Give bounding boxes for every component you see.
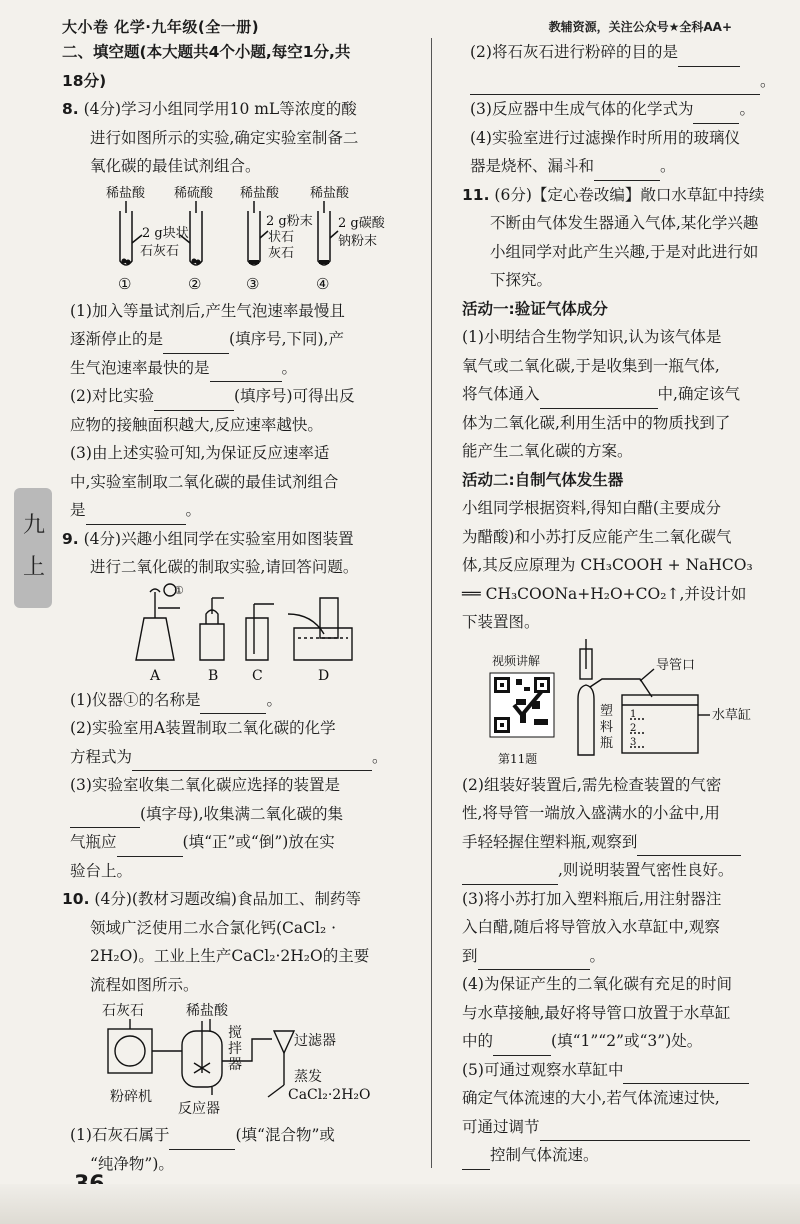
position-3-label: 3 [630,736,637,748]
q11-p5-line2: 确定气体流速的大小,若气体流速过快, [462,1089,720,1107]
bottle-c [246,618,268,660]
q11-p2-text2: ,则说明装置气密性良好。 [558,861,734,879]
q9-part2-text: 方程式为 [70,747,133,766]
reagent-label-1: 2 g块状 [142,225,189,241]
q8-part3-line1: (3)由上述实验可知,为保证反应速率适 [70,444,330,462]
q9-answer-orientation[interactable] [117,838,183,857]
side-tab-char-2: 上 [23,555,46,580]
tube-outlet-label: 导管口 [656,657,696,673]
q9-part3-line1: (3)实验室收集二氧化碳应选择的装置是 [70,776,340,794]
flask-a [136,618,174,660]
right-column [462,38,776,1170]
apparatus-a-label: A [150,667,161,684]
q11-a2-line5: 下装置图。 [462,613,540,631]
q9-answer-collect[interactable] [70,809,140,828]
q10-part1-text: (1)石灰石属于 [70,1126,170,1144]
q11-p4-line2: 与水草接触,最好将导管口放置于水草缸 [462,1003,731,1022]
q11-p5-text: (5)可通过观察水草缸中 [462,1060,624,1079]
q11-p2-line2: 性,将导管一端放入盛满水的小盆中,用 [462,804,720,822]
q8-answer-slowest[interactable] [163,335,229,354]
q11-a1-line5: 能产生二氧化碳的方案。 [462,442,633,460]
q8-line2: 进行如图所示的实验,确定实验室制备二 [90,128,359,147]
q8-part1-text2: (填序号,下同),产 [229,330,344,348]
test-tube-1 [120,211,132,265]
question-11-label: 第11题 [498,751,538,766]
tube-number-4: ④ [316,274,330,293]
q8-part2-line2: 应物的接触面积越大,反应速率越快。 [70,415,323,434]
q9-number: 9. [62,529,79,548]
q11-a2-line4: ══ CH₃COONa+H₂O+CO₂↑,并设计如 [462,584,747,603]
bottle-char-2: 料 [600,719,614,735]
activity-1-heading: 活动一:验证气体成分 [462,299,608,318]
q8-number: 8. [62,100,79,118]
q11-answer-adjust-2[interactable] [462,1151,490,1170]
q11-p4-line1: (4)为保证产生的二氧化碳有充足的时间 [462,975,732,993]
test-tube-4 [318,211,330,265]
q8-part3-text: 是 [70,501,86,519]
q11-p2-line1: (2)组装好装置后,需先检查装置的气密 [462,775,722,794]
q8-line3: 氧化碳的最佳试剂组合。 [90,157,261,175]
q8-test-tube-figure [62,183,417,295]
side-tab-char-1: 九 [23,513,46,538]
q11-line3: 小组同学对此产生兴趣,于是对此进行如 [490,242,759,261]
q8-part1-text3: 生气泡速率最快的是 [70,358,210,377]
flow-hcl-label: 稀盐酸 [186,1003,228,1019]
q11-line1: (6分)【定心卷改编】敞口水草缸中持续 [494,185,765,204]
flow-evaporate-label: 蒸发 [294,1069,322,1085]
flow-reactor-label: 反应器 [178,1101,220,1117]
qr-code-icon [490,673,554,737]
apparatus-c-label: C [252,667,263,684]
q8-line1: (4分)学习小组同学用10 mL等浓度的酸 [83,100,357,118]
q11-a1-text: 将气体通入 [462,385,540,403]
apparatus-d-label: D [318,667,330,684]
q11-p2-text: 手轻轻握住塑料瓶,观察到 [462,832,638,851]
reagent-label-5: 灰石 [268,245,295,261]
apparatus-b-label: B [208,667,219,684]
flow-product-label: CaCl₂·2H₂O [288,1087,371,1103]
q10-answer-formula[interactable] [693,105,739,124]
q8-answer-best[interactable] [86,506,186,525]
header-promo: 教辅资源，关注公众号★全科AA+ [548,20,732,34]
instrument-1-label: ① [174,583,184,597]
q10-part4-text: 器是烧杯、漏斗和 [470,157,595,175]
q9-part1-text2: 。 [266,690,282,709]
q9-answer-instrument[interactable] [200,695,266,714]
q10-part3-text: (3)反应器中生成气体的化学式为 [470,100,694,118]
q11-p4-text2: (填“1”“2”或“3”)处。 [551,1032,703,1050]
q11-number: 11. [462,185,490,204]
tube-number-2: ② [188,274,202,293]
stirrer-char-2: 拌 [228,1041,242,1057]
q11-answer-reagent[interactable] [540,390,658,409]
left-column [62,38,417,1178]
q10-answer-classify[interactable] [169,1131,235,1150]
q10-answer-purpose-1[interactable] [678,48,740,67]
q9-part3-line4: 验台上。 [70,861,133,880]
q11-a1-line1: (1)小明结合生物学知识,认为该气体是 [462,328,722,346]
q11-answer-airtight-1[interactable] [637,837,741,856]
stirrer-char-3: 器 [228,1057,242,1073]
activity-2-heading: 活动二:自制气体发生器 [462,470,624,489]
bottle-char-1: 塑 [600,703,614,719]
position-2-label: 2 [630,722,637,734]
q9-answer-equation[interactable] [132,752,372,771]
q10-line4: 流程如图所示。 [90,975,199,994]
q9-part3-text2: 气瓶应 [70,833,117,851]
header-title: 大小卷 化学·九年级(全一册) [62,18,260,36]
q8-part2-text: (2)对比实验 [70,387,154,405]
q10-flow-diagram [62,1001,417,1119]
q10-answer-purpose-2[interactable] [470,76,760,95]
q11-a2-line1: 小组同学根据资料,得知白醋(主要成分 [462,499,721,517]
tube-number-1: ① [118,274,132,293]
flow-crusher-label: 粉碎机 [110,1089,152,1105]
q10-number: 10. [62,890,90,908]
bottle-b [200,624,224,660]
q10-line3: 2H₂O)。工业上生产CaCl₂·2H₂O的主要 [90,947,370,965]
q11-p5-text3: 控制气体流速。 [490,1146,599,1164]
q9-line1: (4分)兴趣小组同学在实验室用如图装置 [83,529,354,548]
q11-a1-line4: 体为二氧化碳,利用生活中的物质找到了 [462,413,731,432]
q10-part4-text2: 。 [660,157,676,175]
plastic-bottle [578,685,594,755]
q8-part1-text: 逐渐停止的是 [70,330,164,348]
q11-p3-line2: 入白醋,随后将导管放入水草缸中,观察 [462,918,720,936]
q9-part3-text3: (填“正”或“倒”)放在实 [182,833,335,851]
q8-part3-line2: 中,实验室制取二氧化碳的最佳试剂组合 [70,472,339,491]
q9-part2-line1: (2)实验室用A装置制取二氧化碳的化学 [70,719,336,737]
q8-answer-fastest[interactable] [210,363,282,382]
q9-part1-text: (1)仪器①的名称是 [70,690,201,709]
bottle-char-3: 瓶 [600,735,614,751]
q10-part2-text2: 。 [760,71,776,90]
q11-a1-text2: 中,确定该气 [657,385,740,403]
q9-part2-text2: 。 [372,747,388,766]
reagent-label-2: 石灰石 [140,243,180,259]
acid-label-1: 稀盐酸 [106,185,146,201]
q11-p3-line1: (3)将小苏打加入塑料瓶后,用注射器注 [462,889,722,908]
tube-number-3: ③ [246,274,260,293]
column-divider [431,38,432,1168]
q11-p5-text2: 可通过调节 [462,1117,540,1136]
flow-filter-label: 过滤器 [294,1033,336,1049]
q9-part3-text: (填字母),收集满二氧化碳的集 [140,804,344,823]
q11-apparatus-figure [462,639,772,769]
q10-part3-text2: 。 [739,100,755,118]
flow-limestone-label: 石灰石 [102,1003,144,1019]
grade-side-tab [14,488,52,608]
q11-answer-position[interactable] [493,1037,551,1056]
q11-a2-line3: 体,其反应原理为 CH₃COOH + NaHCO₃ [462,556,753,574]
q8-part1-line1: (1)加入等量试剂后,产生气泡速率最慢且 [70,301,345,320]
q11-line4: 下探究。 [490,271,553,289]
video-label: 视频讲解 [492,653,541,668]
q10-part1-text2: (填“混合物”或 [235,1126,335,1144]
q10-part1-line2: “纯净物”)。 [90,1154,174,1173]
q8-answer-compare[interactable] [154,392,234,411]
acid-label-4: 稀盐酸 [310,185,350,201]
q8-part3-text2: 。 [185,501,202,519]
q11-answer-airtight-2[interactable] [462,866,558,885]
q10-answer-glassware[interactable] [594,162,660,181]
q8-part1-text4: 。 [281,358,298,377]
q11-answer-observe-tank[interactable] [623,1065,749,1084]
position-1-label: 1 [630,708,637,720]
test-tube-2 [190,211,202,265]
q10-part4-line1: (4)实验室进行过滤操作时所用的玻璃仪 [470,128,740,147]
reagent-label-3: 2 g粉末 [266,213,313,229]
q11-answer-adjust-1[interactable] [540,1122,750,1141]
q11-a1-line2: 氧气或二氧化碳,于是收集到一瓶气体, [462,356,720,375]
reagent-label-4: 状石 [268,229,295,245]
q11-line2: 不断由气体发生器通入气体,某化学兴趣 [490,214,759,232]
acid-label-2: 稀硫酸 [174,185,214,201]
reagent-label-7: 钠粉末 [338,233,378,249]
section-title-cont: 18分) [62,71,107,90]
q10-line2: 领域广泛使用二水合氯化钙(CaCl₂ · [90,918,337,937]
q11-p3-text: 到 [462,946,478,965]
q9-line2: 进行二氧化碳的制取实验,请回答问题。 [90,558,359,576]
stirrer-char-1: 搅 [228,1025,242,1041]
q11-a2-line2: 为醋酸)和小苏打反应能产生二氧化碳气 [462,527,732,546]
tank-label: 水草缸 [712,707,752,723]
q8-part2-text2: (填序号)可得出反 [233,387,355,405]
acid-label-3: 稀盐酸 [240,185,280,201]
q11-answer-observe[interactable] [478,951,590,970]
q11-p3-text2: 。 [589,946,606,965]
page-bottom-edge [0,1184,800,1224]
q11-p4-text: 中的 [462,1032,494,1050]
q9-apparatus-figure [62,584,417,684]
reagent-label-6: 2 g碳酸 [338,215,385,231]
q10-line1: (4分)(教材习题改编)食品加工、制药等 [94,890,361,908]
q10-part2-text: (2)将石灰石进行粉碎的目的是 [470,43,678,61]
section-title: 二、填空题(本大题共4个小题,每空1分,共 [62,43,351,61]
test-tube-3 [248,211,260,265]
